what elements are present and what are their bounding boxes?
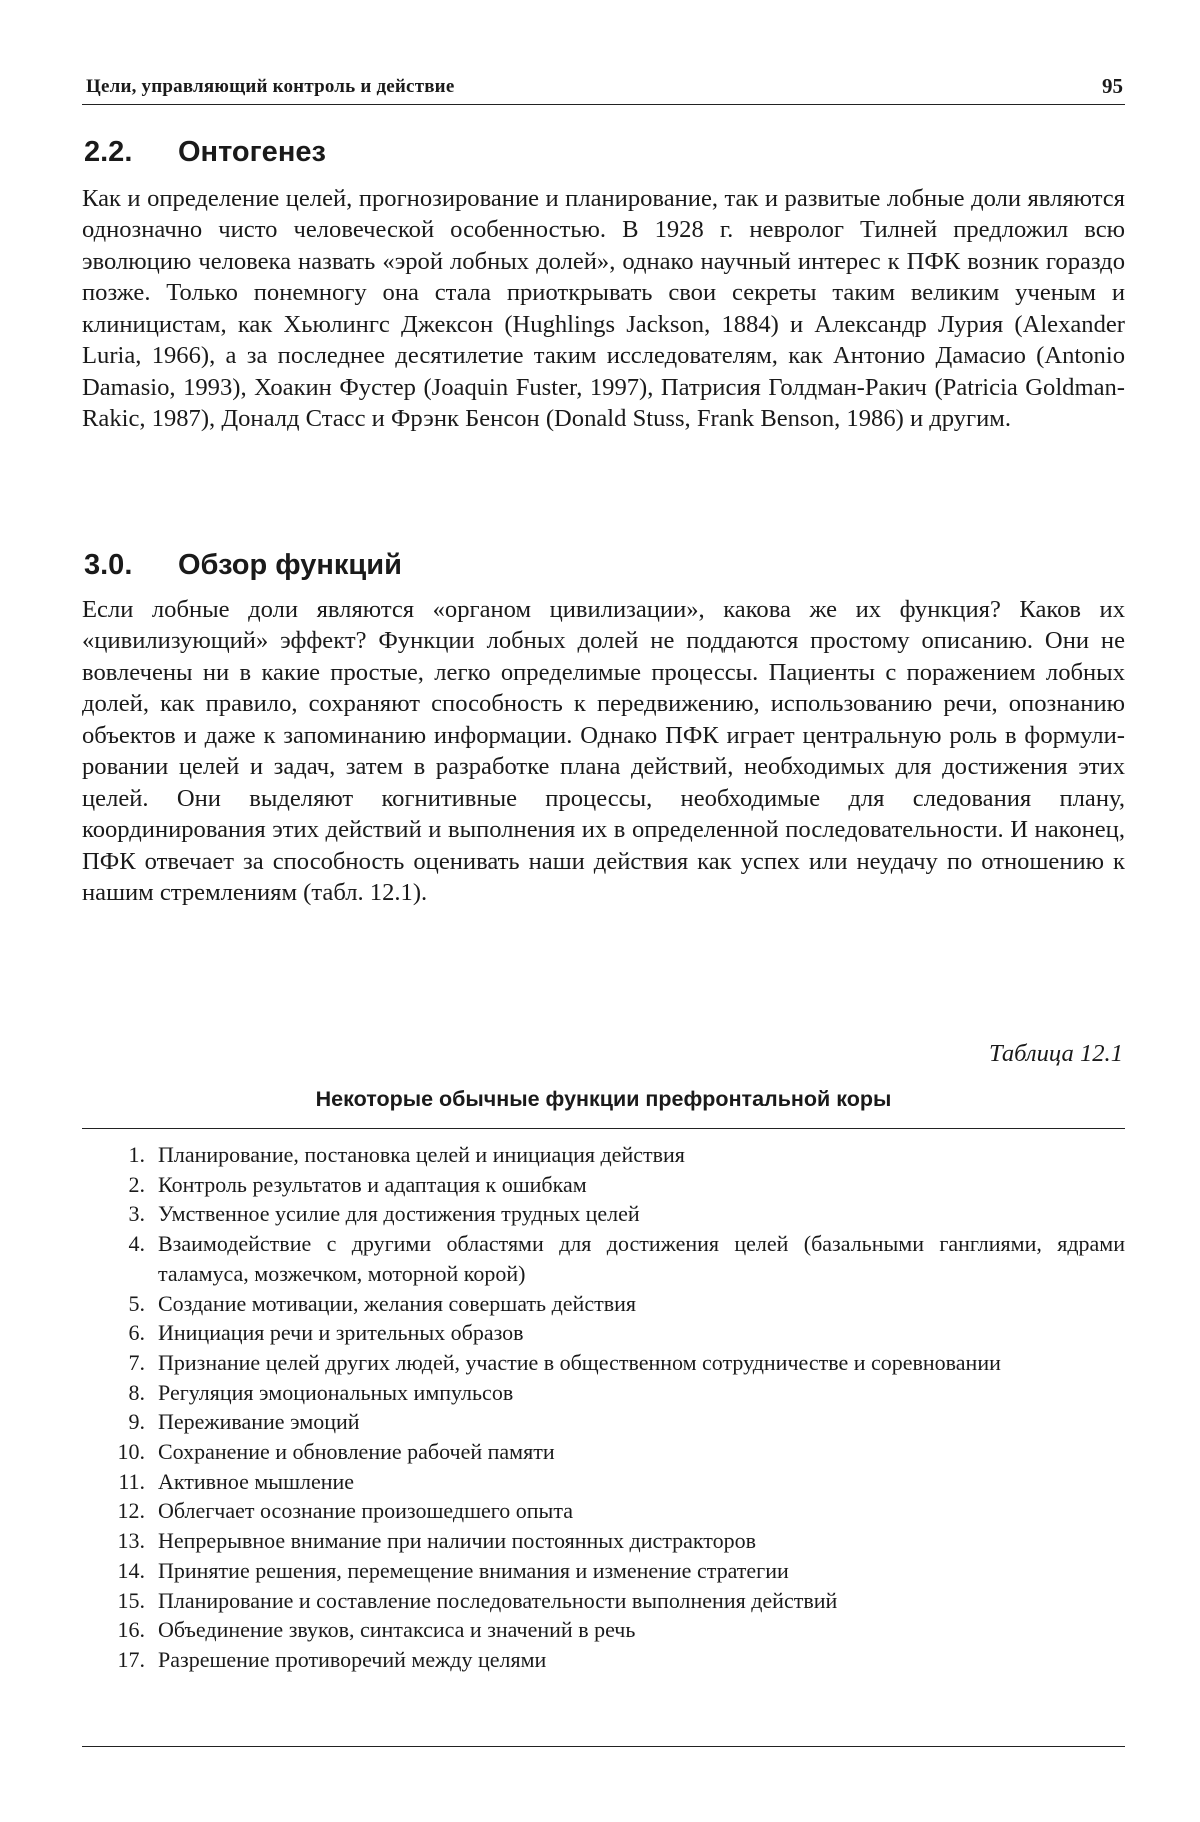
list-item-number: 7. (128, 1349, 145, 1375)
list-item (82, 1407, 1125, 1437)
list-item (82, 1496, 1125, 1526)
section-heading-ontogenesis (84, 136, 326, 169)
list-item-text: Регуляция эмоциональных импульсов (158, 1379, 514, 1405)
list-item (82, 1437, 1125, 1467)
list-item-text: Переживание эмоций (158, 1409, 360, 1435)
table-bottom-rule (82, 1746, 1125, 1747)
list-item (82, 1378, 1125, 1408)
list-item (82, 1199, 1125, 1229)
list-item-number: 13. (117, 1528, 145, 1554)
list-item (82, 1615, 1125, 1645)
list-item-number: 15. (117, 1587, 145, 1613)
list-item-text: Создание мотивации, желания совершать действия (158, 1290, 636, 1316)
list-item-text: Непрерывное внимание при наличии постоянных дистракторов (158, 1528, 757, 1554)
list-item-number: 8. (128, 1379, 145, 1405)
section-number: 2.2. (84, 136, 133, 168)
list-item-number: 9. (128, 1409, 145, 1435)
paragraph-ontogenesis: Как и определение целей, прогнозирование и планирование, так и развитые лобные доли являются однозначно чисто человеческой особенностью. В 1928 г. невролог Тилней предложил всю эволюцию человека назвать «эрой лобных долей», однако научный интерес к ПФК возник гораздо позже. Только понемногу она стала приоткрывать свои секреты таким великим ученым и клиницистам, как Хьюлингс Джексон (Hughlings Jackson, 1884) и Александр Лурия (Alexander Luria, 1966), а за последнее десятилетие таким исследователям, как Антонио Дамасио (Antonio Damasio, 1993), Хоакин Фустер (Joaquin Fuster, 1997), Патрисия Голдман-Ракич (Patricia Goldman-Rakic, 1987), Доналд Стасс и Фрэнк Бенсон (Donald Stuss, Frank Benson, 1986) и другим. (82, 185, 1125, 433)
list-item-number: 4. (128, 1231, 145, 1257)
list-item-text: Сохранение и обновление рабочей памяти (158, 1439, 555, 1465)
list-item-text: Активное мышление (158, 1468, 355, 1494)
list-item-text: Планирование, постановка целей и инициация действия (158, 1142, 685, 1167)
table-title: Некоторые обычные функции префронтальной коры (315, 1087, 892, 1111)
list-item (82, 1289, 1125, 1319)
list-item-text: Объединение звуков, синтаксиса и значений в речь (158, 1617, 636, 1643)
list-item (82, 1348, 1125, 1378)
list-item (82, 1645, 1125, 1675)
page-number: 95 (1102, 74, 1123, 98)
list-item-text: Признание целей других людей, участие в общественном сотрудничестве и соревновании (158, 1349, 1001, 1375)
section-number: 3.0. (84, 549, 133, 581)
running-header (82, 70, 1125, 105)
function-list (82, 1140, 1125, 1675)
table-top-rule (82, 1128, 1125, 1129)
section-heading-functions-overview (84, 549, 402, 582)
running-title: Цели, управляющий контроль и действие (86, 76, 455, 97)
list-item-text: Принятие решения, перемещение внимания и изменение стратегии (158, 1557, 789, 1583)
paragraph-functions-overview: Если лобные доли являются «органом цивилизации», какова же их функция? Каков их «цивилизующий» эффект? Функции лобных долей не поддаются простому описанию. Они не вовлечены ни в какие простые, легко определимые процессы. Пациенты с поражением лобных долей, как правило, сохраняют способность к передвижению, использованию речи, опознанию объектов и даже к запоминанию информации. Однако ПФК играет центральную роль в формулировании целей и задач, затем в разработке плана действий, необходимых для достижения этих целей. Они выделяют когнитивные процессы, необходимые для следования плану, координирования этих действий и выполнения их в определенной последовательности. И наконец, ПФК отвечает за способность оценивать наши действия как успех или неудачу по отношению к нашим стремлениям (табл. 12.1). (82, 596, 1125, 907)
list-item-number: 11. (118, 1468, 145, 1494)
section-title: Онтогенез (178, 136, 326, 168)
list-item (82, 1318, 1125, 1348)
list-item (82, 1586, 1125, 1616)
list-item-number: 12. (117, 1498, 145, 1524)
list-item-number: 14. (117, 1557, 145, 1583)
list-item-text: Инициация речи и зрительных образов (158, 1320, 524, 1346)
list-item-number: 1. (128, 1142, 145, 1167)
list-item-text: Планирование и составление последовательности выполнения действий (158, 1587, 838, 1613)
list-item (82, 1140, 1125, 1170)
list-item-number: 16. (117, 1617, 145, 1643)
list-item-text: Разрешение противоречий между целями (158, 1646, 547, 1672)
list-item-number: 3. (128, 1201, 145, 1227)
list-item-text: Контроль результатов и адаптация к ошибкам (158, 1171, 587, 1197)
list-item-text: Умственное усилие для достижения трудных целей (158, 1201, 640, 1227)
list-item-text: Облегчает осознание произошедшего опыта (158, 1498, 573, 1524)
list-item (82, 1556, 1125, 1586)
list-item (82, 1170, 1125, 1200)
section-title: Обзор функций (178, 549, 402, 581)
list-item (82, 1467, 1125, 1497)
list-item-number: 17. (117, 1646, 145, 1672)
list-item-number: 10. (117, 1439, 145, 1465)
list-item (82, 1526, 1125, 1556)
list-item-text: Взаимодействие с другими областями для достижения целей (базальными ганглиями, ядрами таламуса, мозжечком, моторной корой) (158, 1231, 1125, 1286)
list-item (82, 1229, 1125, 1288)
table-caption: Таблица 12.1 (989, 1040, 1123, 1067)
list-item-number: 2. (128, 1171, 145, 1197)
list-item-number: 6. (128, 1320, 145, 1346)
list-item-number: 5. (128, 1290, 145, 1316)
